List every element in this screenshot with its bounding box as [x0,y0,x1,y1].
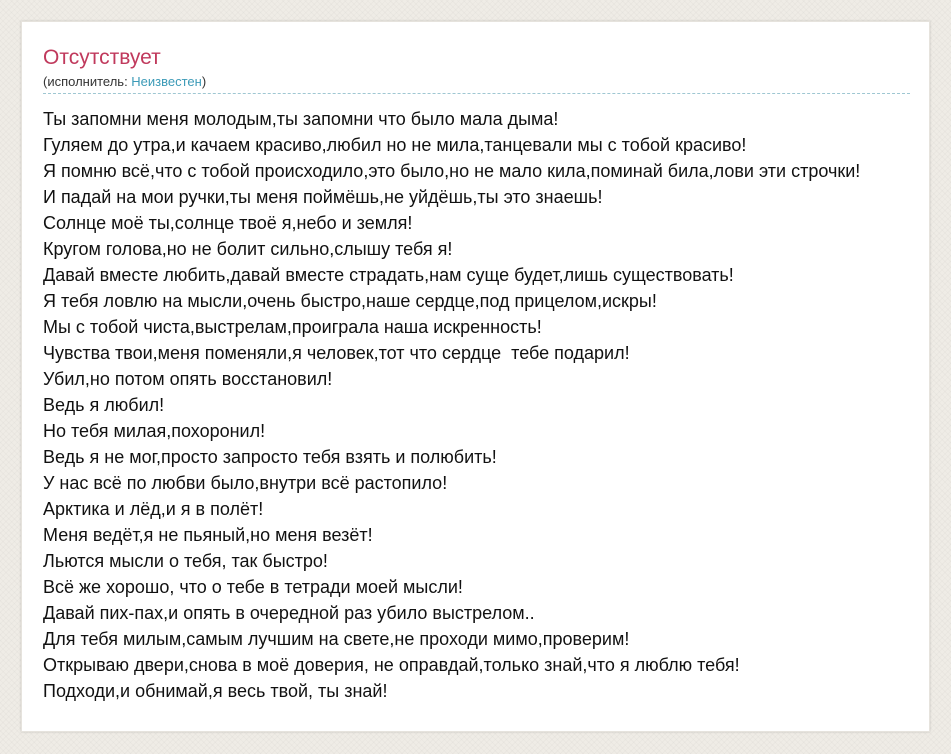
lyric-line: Подходи,и обнимай,я весь твой, ты знай! [43,681,388,701]
lyric-line: Солнце моё ты,солнце твоё я,небо и земля! [43,213,413,233]
lyric-line: Я помню всё,что с тобой происходило,это было,но не мало кила,поминай била,лови эти строчки! [43,161,861,181]
lyric-line: И падай на мои ручки,ты меня поймёшь,не уйдёшь,ты это знаешь! [43,187,603,207]
artist-prefix: (исполнитель: [43,74,132,89]
lyric-line: Арктика и лёд,и я в полёт! [43,499,264,519]
lyric-line: Всё же хорошо, что о тебе в тетради моей мысли! [43,577,463,597]
lyric-line: Открываю двери,снова в моё доверия, не оправдай,только знай,что я люблю тебя! [43,655,740,675]
artist-suffix: ) [201,74,207,89]
lyric-line: У нас всё по любви было,внутри всё растопило! [43,473,448,493]
lyric-line: Для тебя милым,самым лучшим на свете,не проходи мимо,проверим! [43,629,630,649]
lyric-line: Ведь я не мог,просто запросто тебя взять и полюбить! [43,447,497,467]
artist-line [43,74,206,90]
lyric-line: Давай пих-пах,и опять в очередной раз убило выстрелом.. [43,603,535,623]
artist-link[interactable]: Неизвестен [131,74,202,89]
lyric-line: Но тебя милая,похоронил! [43,421,266,441]
lyric-line: Меня ведёт,я не пьяный,но меня везёт! [43,525,373,545]
lyric-line: Кругом голова,но не болит сильно,слышу тебя я! [43,239,453,259]
lyric-line: Гуляем до утра,и качаем красиво,любил но не мила,танцевали мы с тобой красиво! [43,135,747,155]
lyric-line: Я тебя ловлю на мысли,очень быстро,наше сердце,под прицелом,искры! [43,291,657,311]
title-divider [43,93,910,94]
lyrics-card [21,21,930,732]
lyrics-text [43,106,951,704]
lyric-line: Убил,но потом опять восстановил! [43,369,333,389]
lyric-line: Чувства твои,меня поменяли,я человек,тот что сердце тебе подарил! [43,343,630,363]
lyric-line: Давай вместе любить,давай вместе страдать,нам суще будет,лишь существовать! [43,265,734,285]
lyric-line: Ты запомни меня молодым,ты запомни что было мала дыма! [43,109,559,129]
lyric-line: Льются мысли о тебя, так быстро! [43,551,328,571]
song-title: Отсутствует [43,46,161,69]
lyric-line: Ведь я любил! [43,395,165,415]
lyric-line: Мы с тобой чиста,выстрелам,проиграла наша искренность! [43,317,542,337]
